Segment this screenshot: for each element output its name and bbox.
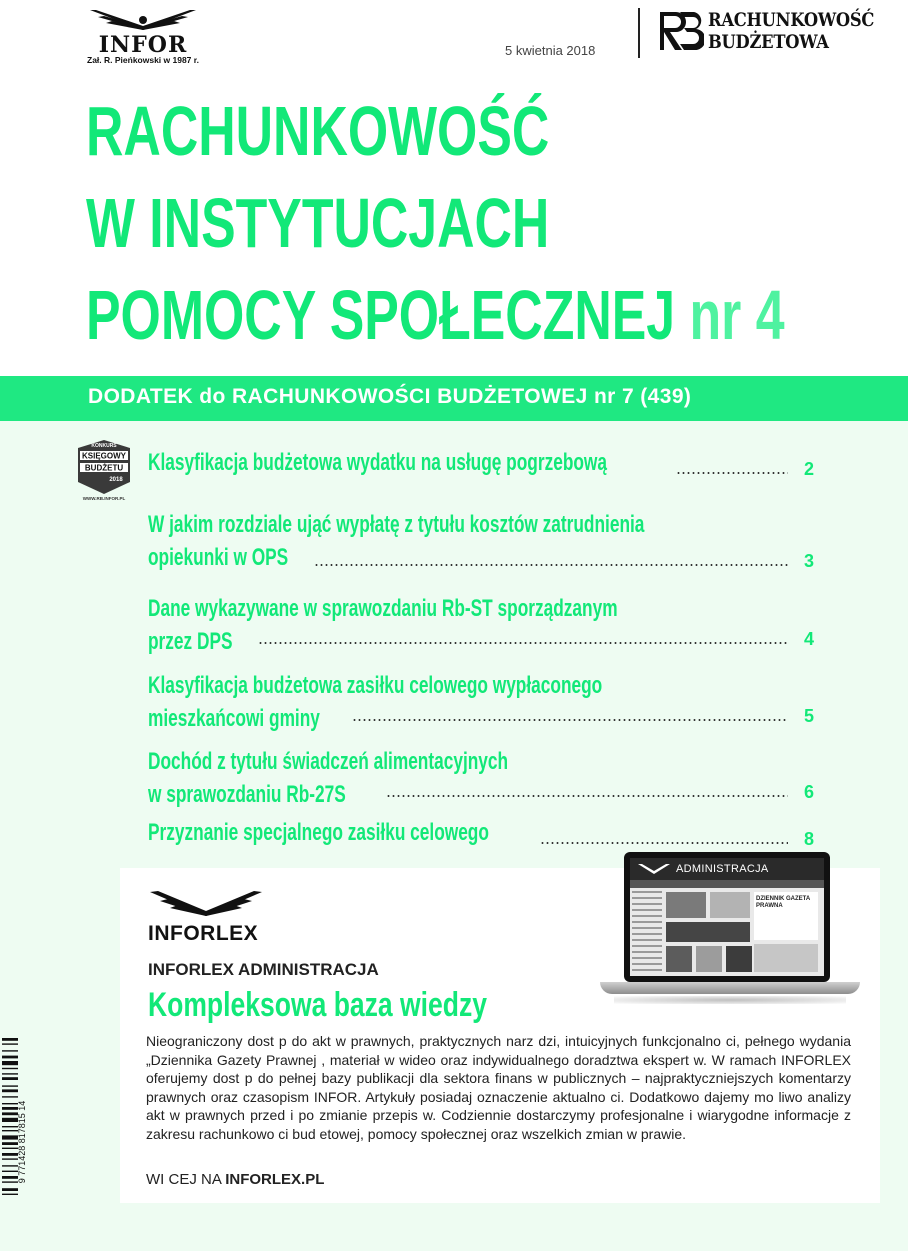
- toc-leader-dots: [352, 719, 788, 721]
- screen-newspaper: [754, 892, 818, 940]
- screen-block: [754, 944, 818, 972]
- supplement-band: [0, 376, 908, 421]
- infor-brand-text: INFOR: [98, 32, 188, 58]
- barcode-bar: [2, 1077, 18, 1080]
- screen-logo-icon: [636, 860, 672, 878]
- ad-more-link[interactable]: [146, 1171, 324, 1188]
- badge-name1-text: KSIĘGOWY: [81, 451, 127, 461]
- toc-leader-dots: [314, 564, 788, 566]
- barcode-bar: [2, 1176, 18, 1179]
- supplement-text: DODATEK do RACHUNKOWOŚCI BUDŻETOWEJ nr 7 (439): [88, 385, 692, 408]
- title-line-2: W INSTYTUCJACH: [86, 184, 550, 262]
- cover-title: [86, 92, 908, 372]
- barcode-bar: [2, 1181, 18, 1182]
- toc-leader-dots: [540, 842, 788, 844]
- screen-block: [696, 946, 722, 972]
- screen-title: ADMINISTRACJA: [676, 863, 769, 875]
- header-divider: [638, 8, 640, 58]
- barcode-bar: [2, 1118, 18, 1122]
- table-of-contents: [148, 446, 816, 856]
- badge-year-text: 2018: [109, 477, 123, 483]
- barcode-bar: [2, 1126, 18, 1127]
- rb-logo-line1: RACHUNKOWOŚĆ: [708, 9, 875, 31]
- toc-item[interactable]: [148, 745, 816, 809]
- issue-number: nr 4: [689, 276, 785, 354]
- screen-block: [666, 922, 750, 942]
- barcode-bar: [2, 1096, 18, 1097]
- screen-nav-bar: [630, 880, 824, 888]
- toc-item[interactable]: [148, 508, 816, 578]
- toc-item[interactable]: [148, 669, 816, 733]
- toc-page-number: 4: [803, 629, 814, 650]
- barcode-bar: [2, 1061, 18, 1065]
- toc-page-number: 6: [803, 782, 814, 803]
- toc-item-title: Dane wykazywane w sprawozdaniu Rb-ST sporządzanym: [148, 595, 618, 622]
- toc-item-title-continued: mieszkańcowi gminy: [148, 705, 320, 733]
- toc-item-title-continued: opiekunki w OPS: [148, 544, 289, 572]
- barcode-bar: [2, 1158, 18, 1159]
- inforlex-logo-text: INFORLEX: [148, 922, 259, 945]
- laptop-illustration: [600, 850, 860, 1010]
- title-line-1: RACHUNKOWOŚĆ: [86, 92, 550, 170]
- ad-more-prefix: WI CEJ NA: [146, 1171, 226, 1188]
- toc-leader-dots: [386, 795, 788, 797]
- title-line-3-text: POMOCY SPOŁECZNEJ: [86, 276, 676, 354]
- barcode-bar: [2, 1142, 18, 1145]
- toc-item-title: Klasyfikacja budżetowa zasiłku celowego wypłaconego: [148, 672, 603, 699]
- issue-date: 5 kwietnia 2018: [505, 43, 596, 58]
- ad-body-text: Nieograniczony dost p do akt w prawnych, praktycznych narz dzi, intuicyjnych funkcjonalno ci, pełnego wydania „Dziennika Gazety Prawnej , materiał w wideo oraz indywidualnego doradztwa ekspert w. W ramach INFORLEX oferujemy dost p do pełnej bazy publikacji dla sektora finans w publicznych – najpraktyczniejszych komentarzy prawnych oraz czasopism INFOR. Artykuły posiadaj oznaczenie aktualno ci. Dodatkowo dajemy mo liwo analizy akt w prawnych przed i po zmianie przepis w. Codziennie dostarczymy profesjonalne i wiarygodne informacje z zakresu rachunkowo ci bud etowej, pomocy społecznej oraz wszelkich zmian w prawie.: [146, 1033, 851, 1142]
- screen-block: [710, 892, 750, 918]
- screen-block: [666, 946, 692, 972]
- barcode-bar: [2, 1171, 18, 1172]
- barcode-bar: [2, 1107, 18, 1110]
- barcode-bar: [2, 1056, 18, 1059]
- toc-leader-dots: [258, 642, 788, 644]
- inforlex-wings-icon: [146, 886, 266, 920]
- badge-url-text: WWW.RB.INFOR.PL: [82, 496, 126, 501]
- infor-since-text: Zał. R. Pieńkowski w 1987 r.: [87, 55, 199, 65]
- toc-item-title-continued: przez DPS: [148, 628, 233, 656]
- badge-name2-text: BUDŻETU: [84, 463, 124, 473]
- barcode-bar: [2, 1148, 18, 1149]
- barcode-bar: [2, 1089, 18, 1092]
- toc-item[interactable]: [148, 446, 816, 486]
- barcode-bar: [2, 1103, 18, 1104]
- barcode-bar: [2, 1038, 18, 1041]
- rb-logo-line2: BUDŻETOWA: [708, 31, 829, 53]
- laptop-screen-content: [630, 858, 824, 976]
- ksiegowy-budzetu-badge-icon: [72, 438, 136, 502]
- ad-headline: Kompleksowa baza wiedzy: [148, 986, 487, 1024]
- screen-sidebar: [632, 891, 662, 973]
- toc-item-title: W jakim rozdziale ująć wypłatę z tytułu kosztów zatrudnienia: [148, 511, 645, 538]
- barcode-bar: [2, 1085, 18, 1086]
- barcode-bar: [2, 1130, 18, 1131]
- toc-page-number: 3: [803, 551, 814, 572]
- toc-leader-dots: [676, 472, 788, 474]
- laptop-screen: [624, 852, 830, 982]
- rb-monogram-icon: [656, 8, 704, 54]
- toc-item[interactable]: [148, 592, 816, 656]
- barcode-bar: [2, 1153, 18, 1156]
- toc-page-number: 8: [803, 829, 814, 850]
- screen-header-bar: [630, 858, 824, 880]
- barcode-bar: [2, 1068, 18, 1069]
- screen-block: [666, 892, 706, 918]
- barcode-digits: 9 771428 817815 14: [17, 1100, 27, 1184]
- laptop-shadow: [614, 996, 846, 1004]
- title-line-3: [86, 276, 785, 372]
- barcode-bar: [2, 1073, 18, 1074]
- screen-newspaper-title: DZIENNIK GAZETA PRAWNA: [756, 896, 810, 909]
- ad-subtitle: INFORLEX ADMINISTRACJA: [148, 960, 379, 979]
- barcode: [2, 1036, 28, 1248]
- inforlex-logo: [146, 886, 276, 950]
- barcode-bar: [2, 1188, 18, 1191]
- barcode-bar: [2, 1043, 18, 1044]
- toc-item-title-continued: w sprawozdaniu Rb-27S: [148, 781, 346, 809]
- barcode-bar: [2, 1135, 18, 1139]
- toc-item-title: Klasyfikacja budżetowa wydatku na usługę pogrzebową: [148, 449, 607, 476]
- toc-item-title: Dochód z tytułu świadczeń alimentacyjnych: [148, 748, 509, 775]
- badge-top-text: KONKURS: [91, 443, 117, 449]
- ad-more-url[interactable]: INFORLEX.PL: [225, 1171, 325, 1188]
- screen-block: [726, 946, 752, 972]
- toc-item-title: Przyznanie specjalnego zasiłku celowego: [148, 819, 489, 846]
- barcode-bar: [2, 1194, 18, 1195]
- toc-page-number: 2: [803, 459, 814, 480]
- barcode-bar: [2, 1112, 18, 1115]
- toc-page-number: 5: [803, 706, 814, 727]
- rachunkowosc-budzetowa-logo: [656, 6, 876, 58]
- laptop-base: [600, 982, 860, 994]
- barcode-bar: [2, 1165, 18, 1166]
- infor-logo: [82, 6, 204, 66]
- barcode-bar: [2, 1050, 18, 1051]
- contest-badge: [72, 438, 136, 502]
